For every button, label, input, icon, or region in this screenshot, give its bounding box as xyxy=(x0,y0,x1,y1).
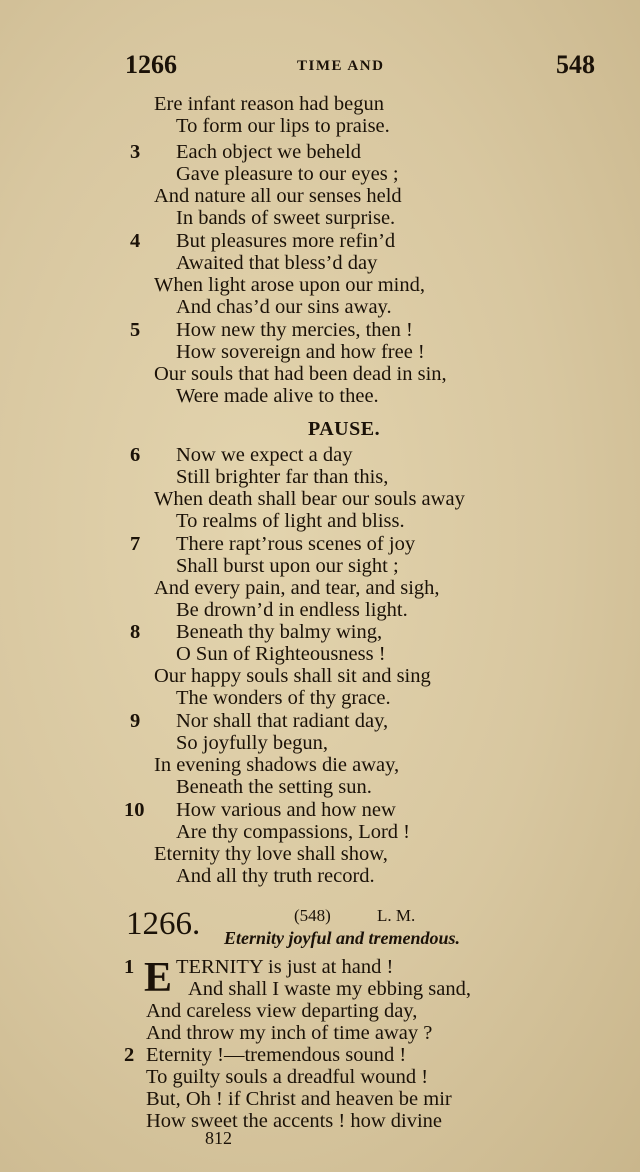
verse-line: Still brighter far than this, xyxy=(176,466,389,488)
stanza-number: 6 xyxy=(130,444,141,466)
verse-line: The wonders of thy grace. xyxy=(176,687,391,709)
verse-line: Our souls that had been dead in sin, xyxy=(154,363,447,385)
stanza-number: 1 xyxy=(124,956,135,978)
verse-line: How sovereign and how free ! xyxy=(176,341,425,363)
hymn-number-head: 1266 xyxy=(125,50,177,79)
page-number-head: 548 xyxy=(556,50,595,79)
verse-line: Were made alive to thee. xyxy=(176,385,379,407)
verse-line: Now we expect a day xyxy=(176,444,353,466)
stanza-10 xyxy=(124,799,548,887)
verse-line: So joyfully begun, xyxy=(176,732,329,754)
verse-line: And shall I waste my ebbing sand, xyxy=(188,978,471,1000)
stanza-4 xyxy=(128,230,548,318)
verse-line: Each object we beheld xyxy=(176,141,361,163)
running-head xyxy=(125,50,595,84)
verse-line: Be drown’d in endless light. xyxy=(176,599,408,621)
drop-cap: E xyxy=(144,955,173,1001)
running-title: TIME AND xyxy=(297,58,385,74)
verse-line: Ere infant reason had begun xyxy=(154,93,384,115)
verse-line: How new thy mercies, then ! xyxy=(176,319,413,341)
verse-line: When light arose upon our mind, xyxy=(154,274,426,296)
verse-line: Beneath thy balmy wing, xyxy=(176,621,383,643)
hymn-stanza-1 xyxy=(124,956,544,1044)
verse-line: O Sun of Righteousness ! xyxy=(176,643,386,665)
verse-line: Eternity thy love shall show, xyxy=(154,843,388,865)
verse-line: And careless view departing day, xyxy=(146,1000,418,1022)
verse-line: In bands of sweet surprise. xyxy=(176,207,396,229)
hymn-number: 1266. xyxy=(126,906,201,942)
stanza-8 xyxy=(128,621,548,709)
verse-line: To form our lips to praise. xyxy=(176,115,390,137)
stanza-number: 5 xyxy=(130,319,141,341)
hymn-title: Eternity joyful and tremendous. xyxy=(224,928,461,948)
hymn-stanza-2 xyxy=(124,1044,544,1132)
verse-line: But, Oh ! if Christ and heaven be mir xyxy=(146,1088,452,1110)
stanza-number: 9 xyxy=(130,710,141,732)
stanza-number: 2 xyxy=(124,1044,135,1066)
verse-line: Are thy compassions, Lord ! xyxy=(176,821,410,843)
page-folio: 812 xyxy=(205,1128,232,1148)
stanza-7 xyxy=(128,533,548,621)
stanza-number: 10 xyxy=(124,799,145,821)
verse-line: Shall burst upon our sight ; xyxy=(176,555,399,577)
pause-heading: PAUSE. xyxy=(308,418,381,440)
verse-line: Our happy souls shall sit and sing xyxy=(154,665,431,687)
verse-line: And throw my inch of time away ? xyxy=(146,1022,433,1044)
verse-line: In evening shadows die away, xyxy=(154,754,400,776)
verse-line: Awaited that bless’d day xyxy=(176,252,378,274)
stanza-5 xyxy=(128,319,548,407)
stanza-continued xyxy=(128,93,548,137)
verse-line: And nature all our senses held xyxy=(154,185,402,207)
verse-line: How sweet the accents ! how divine xyxy=(146,1110,443,1132)
hymn-page-ref: (548) xyxy=(294,906,331,925)
verse-line: Gave pleasure to our eyes ; xyxy=(176,163,399,185)
stanza-number: 8 xyxy=(130,621,141,643)
stanza-number: 4 xyxy=(130,230,141,252)
verse-line: How various and how new xyxy=(176,799,396,821)
hymn-heading xyxy=(126,906,546,950)
hymn-meter: L. M. xyxy=(377,906,416,925)
verse-line: There rapt’rous scenes of joy xyxy=(176,533,416,555)
verse-line: To realms of light and bliss. xyxy=(176,510,405,532)
verse-line: Nor shall that radiant day, xyxy=(176,710,389,732)
verse-line: And every pain, and tear, and sigh, xyxy=(154,577,440,599)
verse-line: TERNITY is just at hand ! xyxy=(176,956,394,978)
verse-line: To guilty souls a dreadful wound ! xyxy=(146,1066,429,1088)
verse-line: When death shall bear our souls away xyxy=(154,488,465,510)
verse-line: Beneath the setting sun. xyxy=(176,776,372,798)
verse-line: But pleasures more refin’d xyxy=(176,230,396,252)
verse-line: Eternity !—tremendous sound ! xyxy=(146,1044,407,1066)
stanza-number: 3 xyxy=(130,141,141,163)
stanza-6 xyxy=(128,444,548,532)
stanza-number: 7 xyxy=(130,533,141,555)
verse-line: And all thy truth record. xyxy=(176,865,375,887)
verse-line: And chas’d our sins away. xyxy=(176,296,392,318)
stanza-3 xyxy=(128,141,548,229)
stanza-9 xyxy=(128,710,548,798)
